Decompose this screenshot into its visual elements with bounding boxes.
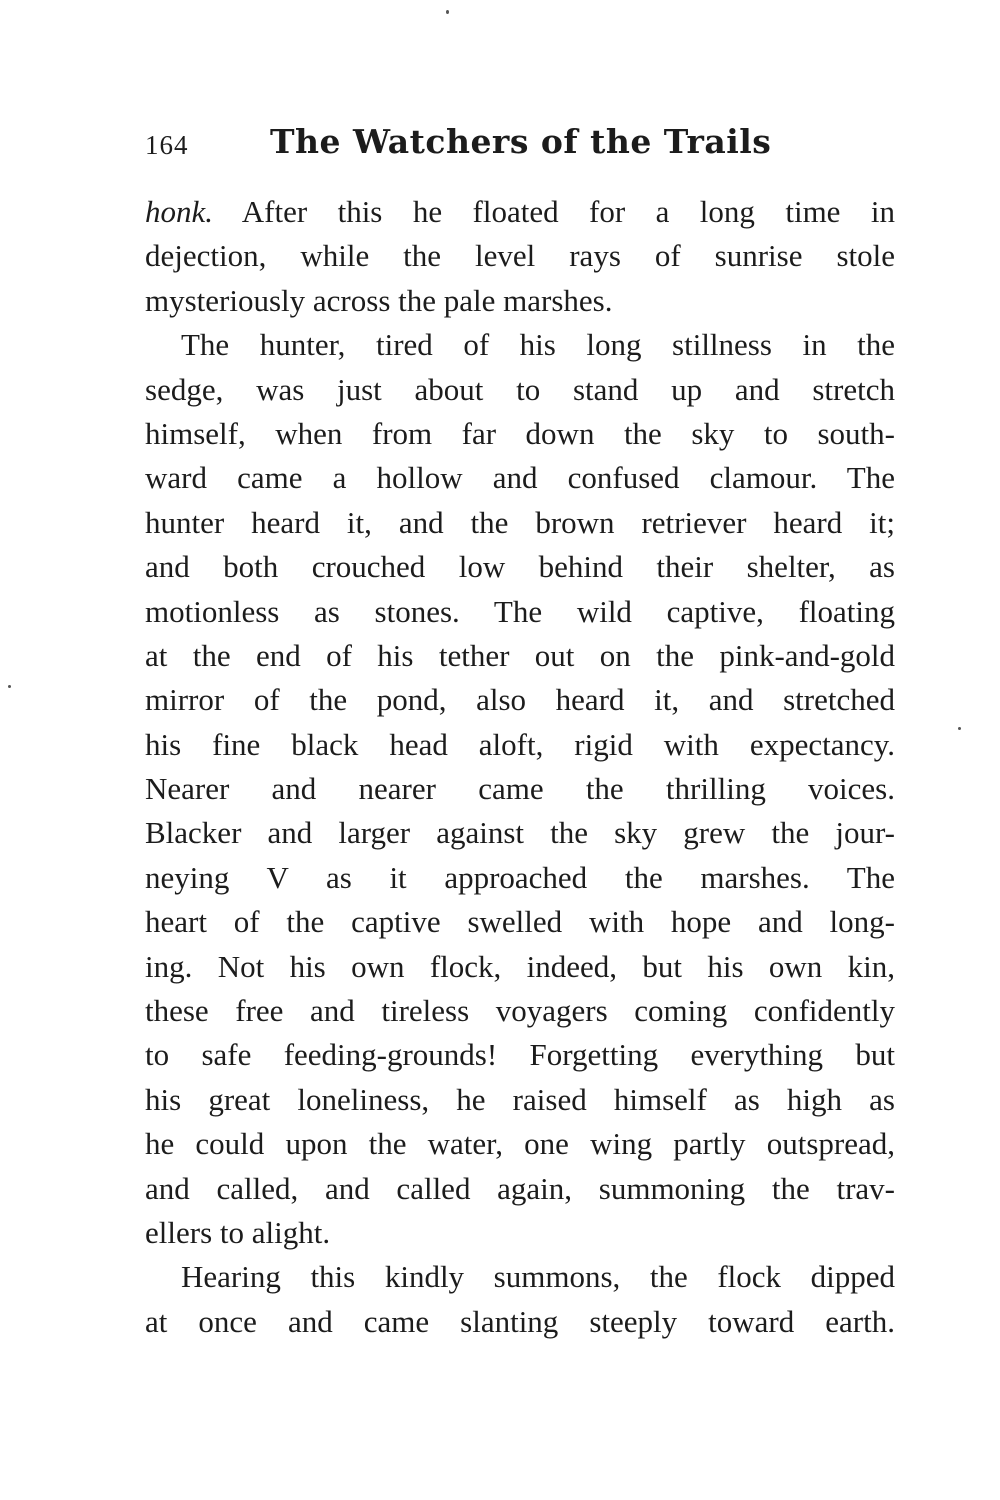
text-line: Nearer and nearer came the thrilling voices. [145, 771, 895, 807]
line-text: After this he floated for a long time in [213, 194, 895, 229]
text-line: he could upon the water, one wing partly outspread, [145, 1126, 895, 1162]
text-line: at once and came slanting steeply toward earth. [145, 1303, 895, 1339]
text-line: at the end of his tether out on the pink-and-gold [145, 637, 895, 673]
body-text [145, 190, 895, 1344]
text-line: hunter heard it, and the brown retriever heard it; [145, 504, 895, 540]
text-line [145, 190, 895, 234]
text-line: ellers to alight. [145, 1214, 331, 1250]
text-line: dejection, while the level rays of sunrise stole [145, 238, 895, 274]
text-line: ward came a hollow and confused clamour. The [145, 460, 895, 496]
scan-speck [8, 685, 11, 688]
text-line: ing. Not his own flock, indeed, but his own kin, [145, 948, 895, 984]
text-line: his great loneliness, he raised himself as high as [145, 1081, 895, 1117]
text-line: motionless as stones. The wild captive, floating [145, 593, 895, 629]
page-number: 164 [145, 130, 189, 160]
text-line: sedge, was just about to stand up and stretch [145, 371, 895, 407]
running-title: The Watchers of the Trails [270, 122, 772, 161]
page-header [145, 122, 895, 172]
scan-speck [958, 727, 961, 730]
text-line: Hearing this kindly summons, the flock dipped [181, 1259, 895, 1295]
text-line: mysteriously across the pale marshes. [145, 282, 613, 318]
text-line: himself, when from far down the sky to south- [145, 415, 895, 451]
text-line: neying V as it approached the marshes. The [145, 859, 895, 895]
text-line: The hunter, tired of his long stillness in the [181, 327, 895, 363]
text-line: these free and tireless voyagers coming confidently [145, 993, 895, 1029]
text-line: his fine black head aloft, rigid with expectancy. [145, 726, 895, 762]
scan-speck [446, 10, 449, 14]
italic-word: honk. [145, 194, 214, 229]
text-line: mirror of the pond, also heard it, and stretched [145, 682, 895, 718]
text-line: heart of the captive swelled with hope and long- [145, 904, 895, 940]
text-line: and called, and called again, summoning the trav- [145, 1170, 895, 1206]
text-line: and both crouched low behind their shelter, as [145, 549, 895, 585]
text-line: Blacker and larger against the sky grew the jour- [145, 815, 895, 851]
text-line: to safe feeding-grounds! Forgetting everything but [145, 1037, 895, 1073]
